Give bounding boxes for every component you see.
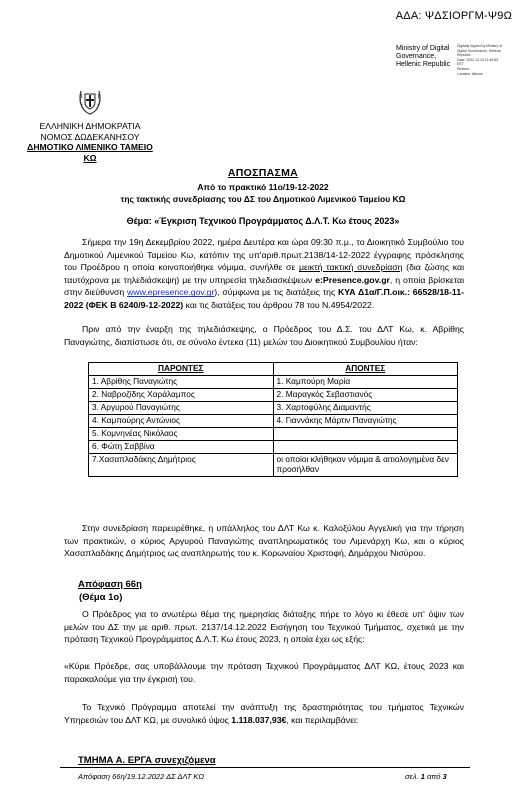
table-row (89, 389, 458, 402)
absent-member: 4. Γιαννάκης Μάρτιν Παναγιώτης (273, 415, 458, 428)
intro-text: (δια ζώσης και ταυτόχρονα με τηλεδιάσκεψη) με την υπηρεσία τηλεδιασκέψεων (64, 262, 464, 285)
epresence-link[interactable]: www.epresence.gov.gr (127, 287, 215, 298)
intro-paragraph (64, 236, 464, 312)
intro-text: , η οποία βρίσκεται στην διεύθυνση (64, 274, 464, 298)
table-row (89, 454, 458, 477)
absent-header: ΑΠΟΝΤΕΣ (273, 363, 458, 376)
present-member: 5. Κομνηνέας Νικόλαος (89, 428, 274, 441)
page-separator: από (424, 772, 443, 781)
page-number (405, 772, 447, 781)
president-text: Ο Πρόεδρος για το ανωτέρω θέμα της ημερησίας διάταξης πήρε το λόγο κι έθεσε υπ' όψιν των μελών του ΔΣ την με αριθ. πρωτ. 2137/14.12.2022 Εισήγηση του Τεχνικού Τμήματος, σχετικά με την πρόταση Τεχνικού Προγράμματος Δ.Λ.Τ. Κω έτους 2023, η οποία έχει ως εξής: (64, 609, 464, 645)
item-number: (Θέμα 1ο) (79, 592, 123, 603)
intro-text: Σήμερα την 19η Δεκεμβρίου 2022, ημέρα Δευτέρα και ώρα 09:30 π.μ., το Διοικητικό Συμβούλιο του Δημοτικού Λιμενικού Ταμείου Κω, κατόπιν της υπ'αριθ.πρωτ.2138/14-12-2022 έγγραφης πρόσκλησης του Προέδρου η οποία κοινοποιήθηκε νόμιμα, συνήλθε σε (64, 237, 464, 273)
section-heading: ΤΜΗΜΑ Α. ΕΡΓΑ συνεχιζόμενα (78, 755, 216, 766)
president-paragraph (64, 608, 464, 646)
signature-detail-line: Digitally signed by Ministry of (457, 44, 503, 48)
intro-text: ), σύμφωνα με τις διατάξεις της (214, 287, 338, 298)
program-paragraph (64, 701, 464, 726)
signature-detail-line: EET (457, 62, 464, 67)
absent-member (273, 428, 458, 441)
absent-member: 2. Μαραγκός Σεβαστιανός (273, 389, 458, 402)
footer-divider (60, 767, 470, 768)
ada-code: ΑΔΑ: ΨΔΣΙΟΡΓΜ-Ψ9Ω (395, 10, 512, 22)
signature-detail-line: Date: 2022.12.19 11:46:55 (457, 57, 499, 62)
table-header-row (89, 363, 458, 376)
absent-note: οι οποίοι κλήθηκαν νόμιμα & αιτιολογημένα δεν προσήλθαν (273, 454, 458, 477)
issuer-header (20, 121, 160, 163)
session-type: μεικτή τακτική συνεδρίαση (299, 262, 403, 273)
signature-details (457, 44, 521, 76)
present-member: 7.Χασαπλαδάκης Δημήτριος (89, 454, 274, 477)
total-amount: 1.118.037,93€ (231, 714, 287, 725)
session-description: της τακτικής συνεδρίασης του ΔΣ του Δημοτικού Λιμενικού Ταμείου ΚΩ (120, 194, 406, 204)
present-member: 3. Αργυρού Παναγιώτης (89, 402, 274, 415)
attendance-intro (64, 323, 464, 348)
present-member: 6. Φώτη Σαββίνα (89, 441, 274, 454)
table-row (89, 402, 458, 415)
table-row (89, 376, 458, 389)
decision-number: Απόφαση 66η (78, 579, 142, 590)
subject-line: Θέμα: «Έγκριση Τεχνικού Προγράμματος Δ.Λ.Τ. Κω έτους 2023» (126, 216, 400, 226)
program-text: Το Τεχνικό Πρόγραμμα αποτελεί την ανάπτυξη της δραστηριότητας του τμήματος Τεχνικών Υπηρεσιών του ΔΛΤ ΚΩ, με συνολικό ύψος (64, 702, 464, 725)
signature-detail-line: Digital Governance, Hellenic (457, 48, 502, 53)
country-name: ΕΛΛΗΝΙΚΗ ΔΗΜΟΚΡΑΤΙΑ (39, 121, 141, 131)
attendees-paragraph (64, 522, 464, 560)
proposal-paragraph (64, 660, 464, 685)
signature-line: Governance, (396, 53, 437, 60)
attendance-table (88, 362, 458, 477)
intro-text: και τις διατάξεις του άρθρου 78 του Ν.4954/2022. (183, 299, 375, 310)
present-member: 4. Καμπούρης Αντώνιος (89, 415, 274, 428)
attendance-intro-text: Πριν από την έναρξη της τηλεδιάσκεψης, ο Πρόεδρος του Δ.Σ. του ΔΛΤ Κω, κ. Αβρίθης Παναγιώτης, διαπίστωσε ότι, σε σύνολο έντεκα (11) μελών του Διοικητικού Συμβουλίου ήταν: (64, 324, 464, 347)
absent-member: 3. Χαρτοφύλης Διαμαντής (273, 402, 458, 415)
current-page: 1 (420, 772, 425, 781)
absent-member (273, 441, 458, 454)
program-text: , και περιλαμβάνει: (286, 714, 359, 725)
prefecture-name: ΝΟΜΟΣ ΔΩΔΕΚΑΝΗΣΟΥ (40, 131, 140, 142)
attendees-text: Στην συνεδρίαση παρευρέθηκε, η υπάλληλος του ΔΛΤ Κω κ. Καλοξύλου Αγγελική για την τήρηση των πρακτικών, ο κύριος Αργυρού Παναγιώτης αναπληρωματικός του Λιμενάρχη Κω, και ο κύριος Χασαπλαδάκης Δημήτριος ως αναπληρωτής του κ. Κορωναίου Χριστοφή, Δημάρχου Νισύρου. (64, 523, 464, 559)
table-row (89, 428, 458, 441)
signature-detail-line: Location: Athens (457, 71, 483, 76)
epresence-name: e:Presence.gov.gr (315, 274, 390, 285)
absent-member: 1. Καμπούρη Μαρία (273, 376, 458, 389)
page-label: σελ. (405, 772, 421, 781)
signature-detail-line: Republic (457, 53, 471, 58)
signature-issuer (396, 45, 454, 69)
table-row (89, 415, 458, 428)
signature-detail-line: Reason: (457, 66, 471, 71)
greek-emblem-icon (76, 88, 104, 116)
present-header: ΠΑΡΟΝΤΕΣ (89, 363, 274, 376)
document-title: ΑΠΟΣΠΑΣΜΑ (227, 167, 299, 179)
legal-reference: ΚΥΑ Δ1α/Γ.Π.οικ.: 66528/18-11-2022 (ΦΕΚ Β 6240/9-12-2022) (64, 287, 464, 310)
present-member: 2. Ναβροζίδης Χαράλαμπος (89, 389, 274, 402)
signature-line: Ministry of Digital (396, 45, 450, 52)
proposal-text: «Κύριε Πρόεδρε, σας υποβάλλουμε την πρόταση Τεχνικού Προγράμματος ΔΛΤ ΚΩ, έτους 2023 και παρακαλούμε για την έγκρισή του. (64, 661, 464, 684)
total-pages: 3 (442, 772, 447, 781)
present-member: 1. Αβρίθης Παναγιώτης (89, 376, 274, 389)
footer-decision-ref: Απόφαση 66η/19.12.2022 ΔΣ ΔΛΤ ΚΩ (78, 772, 205, 781)
minutes-reference: Από το πρακτικό 11ο/19-12-2022 (197, 182, 329, 192)
signature-line: Hellenic Republic (396, 61, 451, 68)
table-row (89, 441, 458, 454)
organization-name: ΔΗΜΟΤΙΚΟ ΛΙΜΕΝΙΚΟ ΤΑΜΕΙΟ ΚΩ (27, 142, 153, 163)
